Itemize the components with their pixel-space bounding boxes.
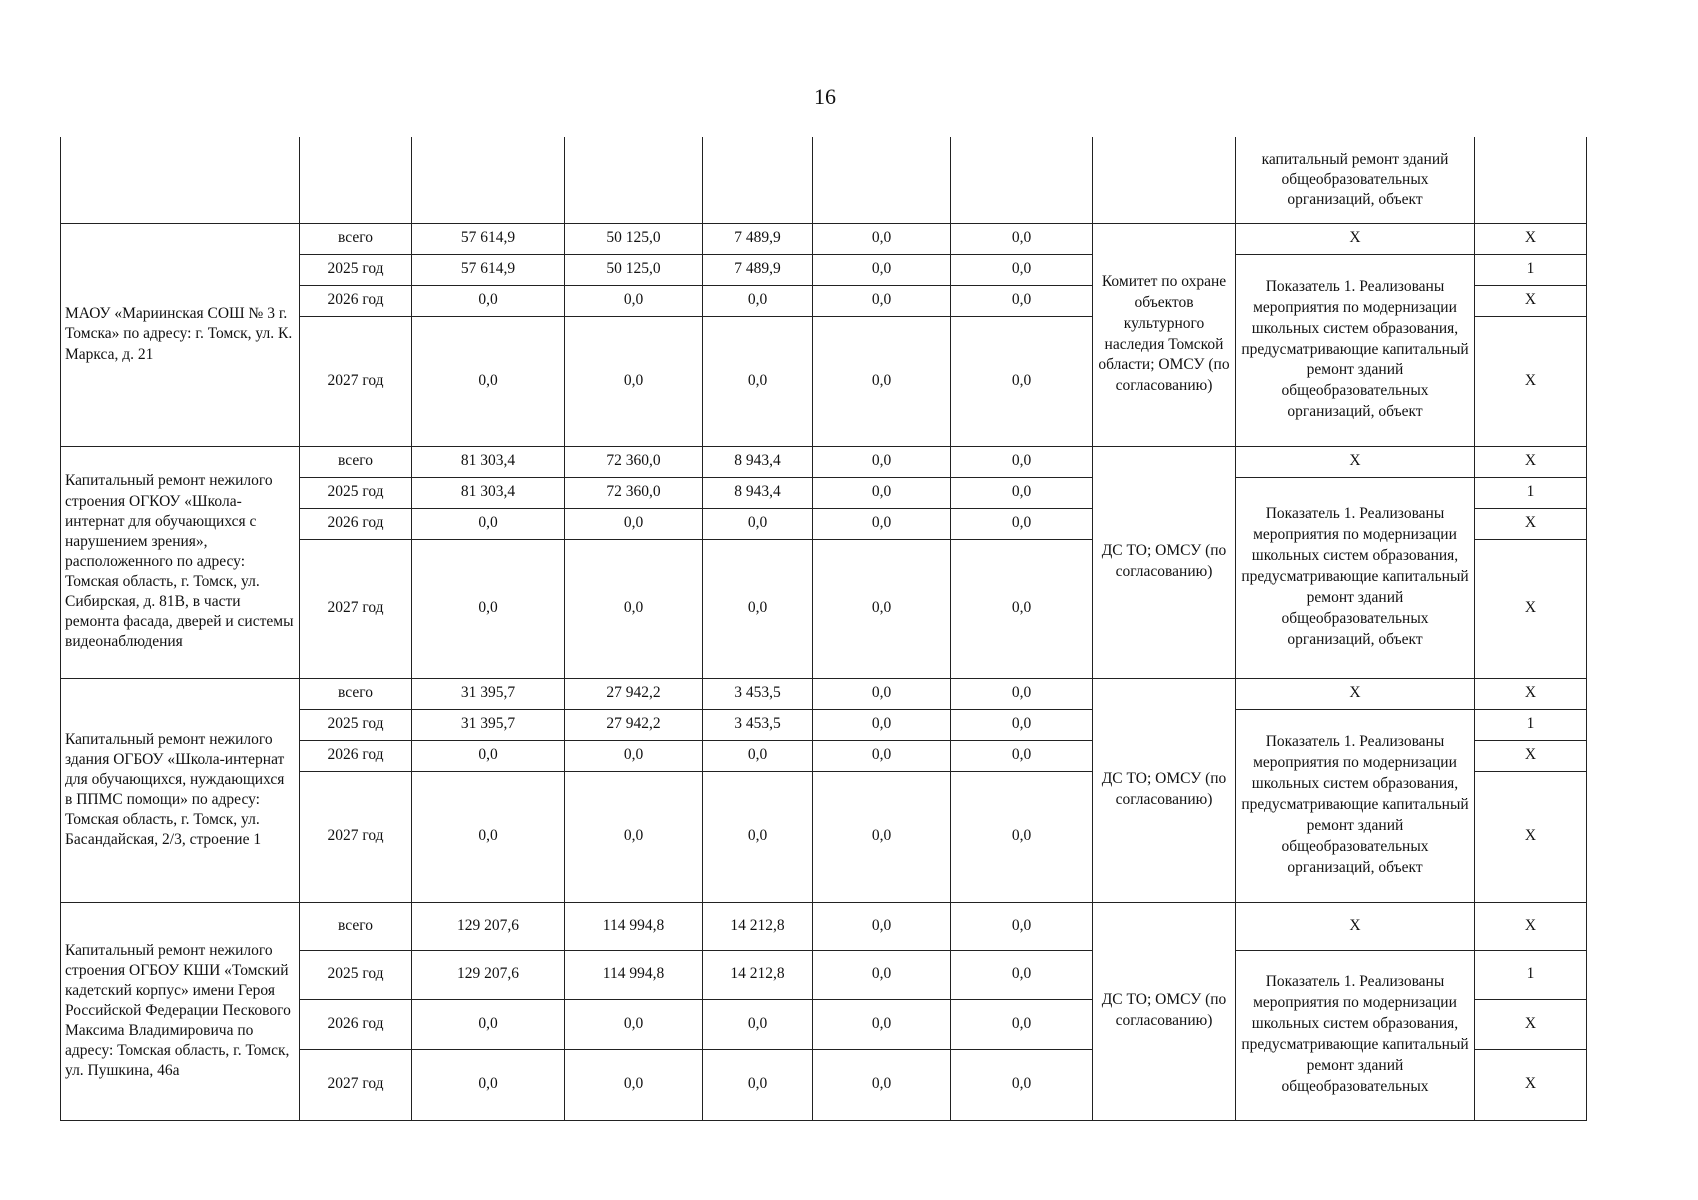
federal-cell: 0,0 (565, 539, 703, 678)
regional-cell: 7 489,9 (703, 223, 813, 254)
total-cell: 0,0 (412, 999, 565, 1049)
object-description: МАОУ «Мариинская СОШ № 3 г. Томска» по адресу: г. Томск, ул. К. Маркса, д. 21 (61, 223, 300, 446)
period-cell: 2025 год (300, 709, 412, 740)
extra-cell: 0,0 (951, 254, 1093, 285)
indicator-value-cell: Х (1475, 223, 1587, 254)
indicator-cell: Показатель 1. Реализованы мероприятия по модернизации школьных систем образования, предусматривающие капитальный ремонт зданий общеобразовательных (1236, 950, 1475, 1120)
local-cell: 0,0 (813, 678, 951, 709)
total-cell: 81 303,4 (412, 446, 565, 477)
period-cell: 2025 год (300, 950, 412, 999)
regional-cell: 14 212,8 (703, 902, 813, 950)
local-cell: 0,0 (813, 285, 951, 316)
local-cell: 0,0 (813, 950, 951, 999)
local-cell: 0,0 (813, 771, 951, 902)
regional-cell: 0,0 (703, 316, 813, 446)
regional-cell: 3 453,5 (703, 709, 813, 740)
total-cell: 81 303,4 (412, 477, 565, 508)
indicator-value-cell: 1 (1475, 254, 1587, 285)
federal-cell: 114 994,8 (565, 902, 703, 950)
local-cell: 0,0 (813, 999, 951, 1049)
period-cell: всего (300, 902, 412, 950)
object-description: Капитальный ремонт нежилого строения ОГБОУ КШИ «Томский кадетский корпус» имени Героя Российской Федерации Пескового Максима Владимировича по адресу: Томская область, г. Томск, ул. Пушкина, 46а (61, 902, 300, 1120)
extra-cell: 0,0 (951, 1049, 1093, 1120)
responsible-executor: Комитет по охране объектов культурного наследия Томской области; ОМСУ (по согласованию) (1093, 223, 1236, 446)
responsible-executor: ДС ТО; ОМСУ (по согласованию) (1093, 902, 1236, 1120)
period-cell: 2025 год (300, 254, 412, 285)
federal-cell: 0,0 (565, 1049, 703, 1120)
local-cell: 0,0 (813, 477, 951, 508)
period-cell: всего (300, 223, 412, 254)
regional-cell: 0,0 (703, 508, 813, 539)
local-cell: 0,0 (813, 316, 951, 446)
federal-cell: 50 125,0 (565, 254, 703, 285)
federal-cell: 114 994,8 (565, 950, 703, 999)
local-cell: 0,0 (813, 539, 951, 678)
extra-cell: 0,0 (951, 539, 1093, 678)
regional-cell: 0,0 (703, 771, 813, 902)
federal-cell: 0,0 (565, 740, 703, 771)
period-cell: 2027 год (300, 1049, 412, 1120)
table-row (61, 446, 1587, 477)
period-cell: 2027 год (300, 316, 412, 446)
regional-cell: 8 943,4 (703, 446, 813, 477)
indicator-value-cell: Х (1475, 446, 1587, 477)
total-cell: 31 395,7 (412, 678, 565, 709)
table-row (61, 902, 1587, 950)
extra-cell: 0,0 (951, 902, 1093, 950)
federal-cell: 72 360,0 (565, 477, 703, 508)
federal-cell: 72 360,0 (565, 446, 703, 477)
regional-cell: 0,0 (703, 539, 813, 678)
period-cell: 2027 год (300, 539, 412, 678)
total-cell: 129 207,6 (412, 902, 565, 950)
federal-cell: 0,0 (565, 999, 703, 1049)
indicator-cell: Х (1236, 223, 1475, 254)
indicator-value-cell: Х (1475, 539, 1587, 678)
total-cell: 0,0 (412, 740, 565, 771)
total-cell: 31 395,7 (412, 709, 565, 740)
period-cell: всего (300, 678, 412, 709)
regional-cell: 14 212,8 (703, 950, 813, 999)
program-table (60, 137, 1587, 1121)
period-cell: 2025 год (300, 477, 412, 508)
regional-cell: 0,0 (703, 999, 813, 1049)
total-cell: 57 614,9 (412, 223, 565, 254)
continuation-row (61, 137, 1587, 223)
extra-cell: 0,0 (951, 771, 1093, 902)
period-cell: всего (300, 446, 412, 477)
total-cell: 0,0 (412, 539, 565, 678)
total-cell: 0,0 (412, 771, 565, 902)
period-cell: 2027 год (300, 771, 412, 902)
indicator-value-cell: Х (1475, 771, 1587, 902)
extra-cell: 0,0 (951, 285, 1093, 316)
indicator-value-cell: Х (1475, 285, 1587, 316)
indicator-value-cell: 1 (1475, 709, 1587, 740)
indicator-cell: Х (1236, 902, 1475, 950)
object-description: Капитальный ремонт нежилого здания ОГБОУ «Школа-интернат для обучающихся, нуждающихся в ППМС помощи» по адресу: Томская область, г. Томск, ул. Басандайская, 2/3, строение 1 (61, 678, 300, 902)
total-cell: 0,0 (412, 316, 565, 446)
indicator-value-cell: Х (1475, 1049, 1587, 1120)
period-cell: 2026 год (300, 285, 412, 316)
total-cell: 57 614,9 (412, 254, 565, 285)
indicator-continuation: капитальный ремонт зданий общеобразовательных организаций, объект (1236, 137, 1475, 223)
federal-cell: 0,0 (565, 316, 703, 446)
indicator-value-cell: Х (1475, 678, 1587, 709)
object-description: Капитальный ремонт нежилого строения ОГКОУ «Школа-интернат для обучающихся с нарушением зрения», расположенного по адресу: Томская область, г. Томск, ул. Сибирская, д. 81В, в части ремонта фасада, дверей и системы видеонаблюдения (61, 446, 300, 678)
responsible-executor: ДС ТО; ОМСУ (по согласованию) (1093, 678, 1236, 902)
federal-cell: 0,0 (565, 285, 703, 316)
indicator-cell: Х (1236, 678, 1475, 709)
federal-cell: 27 942,2 (565, 678, 703, 709)
extra-cell: 0,0 (951, 477, 1093, 508)
indicator-cell: Показатель 1. Реализованы мероприятия по модернизации школьных систем образования, предусматривающие капитальный ремонт зданий общеобразовательных организаций, объект (1236, 709, 1475, 902)
period-cell: 2026 год (300, 508, 412, 539)
total-cell: 129 207,6 (412, 950, 565, 999)
federal-cell: 0,0 (565, 771, 703, 902)
regional-cell: 3 453,5 (703, 678, 813, 709)
federal-cell: 50 125,0 (565, 223, 703, 254)
page-number: 16 (814, 84, 836, 109)
local-cell: 0,0 (813, 902, 951, 950)
indicator-value-cell: Х (1475, 740, 1587, 771)
indicator-value-cell: Х (1475, 999, 1587, 1049)
local-cell: 0,0 (813, 740, 951, 771)
period-cell: 2026 год (300, 740, 412, 771)
total-cell: 0,0 (412, 508, 565, 539)
extra-cell: 0,0 (951, 999, 1093, 1049)
extra-cell: 0,0 (951, 223, 1093, 254)
indicator-cell: Показатель 1. Реализованы мероприятия по модернизации школьных систем образования, предусматривающие капитальный ремонт зданий общеобразовательных организаций, объект (1236, 254, 1475, 446)
local-cell: 0,0 (813, 709, 951, 740)
indicator-cell: Показатель 1. Реализованы мероприятия по модернизации школьных систем образования, предусматривающие капитальный ремонт зданий общеобразовательных организаций, объект (1236, 477, 1475, 678)
indicator-value-cell: Х (1475, 508, 1587, 539)
extra-cell: 0,0 (951, 446, 1093, 477)
indicator-value-cell: Х (1475, 902, 1587, 950)
total-cell: 0,0 (412, 1049, 565, 1120)
local-cell: 0,0 (813, 446, 951, 477)
extra-cell: 0,0 (951, 950, 1093, 999)
indicator-cell: Х (1236, 446, 1475, 477)
table-row (61, 223, 1587, 254)
regional-cell: 7 489,9 (703, 254, 813, 285)
indicator-value-cell: 1 (1475, 950, 1587, 999)
indicator-value-cell: 1 (1475, 477, 1587, 508)
local-cell: 0,0 (813, 254, 951, 285)
period-cell: 2026 год (300, 999, 412, 1049)
federal-cell: 27 942,2 (565, 709, 703, 740)
regional-cell: 0,0 (703, 740, 813, 771)
federal-cell: 0,0 (565, 508, 703, 539)
extra-cell: 0,0 (951, 709, 1093, 740)
regional-cell: 0,0 (703, 1049, 813, 1120)
extra-cell: 0,0 (951, 508, 1093, 539)
extra-cell: 0,0 (951, 316, 1093, 446)
responsible-executor: ДС ТО; ОМСУ (по согласованию) (1093, 446, 1236, 678)
local-cell: 0,0 (813, 1049, 951, 1120)
table-row (61, 678, 1587, 709)
extra-cell: 0,0 (951, 678, 1093, 709)
extra-cell: 0,0 (951, 740, 1093, 771)
local-cell: 0,0 (813, 223, 951, 254)
local-cell: 0,0 (813, 508, 951, 539)
total-cell: 0,0 (412, 285, 565, 316)
indicator-value-cell: Х (1475, 316, 1587, 446)
regional-cell: 8 943,4 (703, 477, 813, 508)
regional-cell: 0,0 (703, 285, 813, 316)
